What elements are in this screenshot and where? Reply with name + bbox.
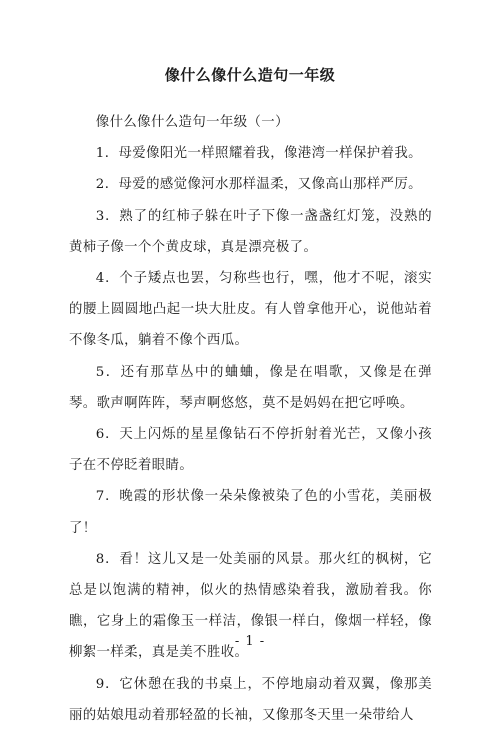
paragraph-2: 2．母爱的感觉像河水那样温柔，又像高山那样严厉。 bbox=[95, 177, 422, 193]
paragraph-9: 9．它休憩在我的书桌上，不停地扇动着双翼，像那美丽的姑娘甩动着那轻盈的长袖，又像那冬天里一朵带给人 bbox=[69, 676, 432, 723]
paragraph-7: 7．晚霞的形状像一朵朵像被染了色的小雪花，美丽极了！ bbox=[69, 489, 432, 536]
paragraph-8: 8．看！这儿又是一处美丽的风景。那火红的枫树，它总是以饱满的精神，似火的热情感染着我，激励着我。你瞧，它身上的霜像玉一样洁，像银一样白，像烟一样轻，像柳絮一样柔，真是美不胜收。 bbox=[69, 551, 432, 661]
section-heading: 像什么像什么造句一年级（一） bbox=[95, 115, 289, 130]
paragraph-4: 4．个子矮点也罢，匀称些也行，嘿，他才不呢，滚实的腰上圆圆地凸起一块大肚皮。有人曾拿他开心，说他站着不像冬瓜，躺着不像个西瓜。 bbox=[69, 271, 432, 349]
paragraph-5: 5．还有那草丛中的蛐蛐，像是在唱歌，又像是在弹琴。歌声啊阵阵，琴声啊悠悠，莫不是妈妈在把它呼唤。 bbox=[69, 364, 432, 411]
paragraph-6: 6．天上闪烁的星星像钻石不停折射着光芒，又像小孩子在不停眨着眼睛。 bbox=[69, 427, 432, 474]
document-title: 像什么像什么造句一年级 bbox=[164, 66, 336, 84]
paragraph-3: 3．熟了的红柿子躲在叶子下像一盏盏红灯笼，没熟的黄柿子像一个个黄皮球，真是漂亮极了。 bbox=[69, 208, 432, 255]
page-number: - 1 - bbox=[234, 634, 266, 649]
paragraph-1: 1．母爱像阳光一样照耀着我，像港湾一样保护着我。 bbox=[95, 146, 422, 162]
